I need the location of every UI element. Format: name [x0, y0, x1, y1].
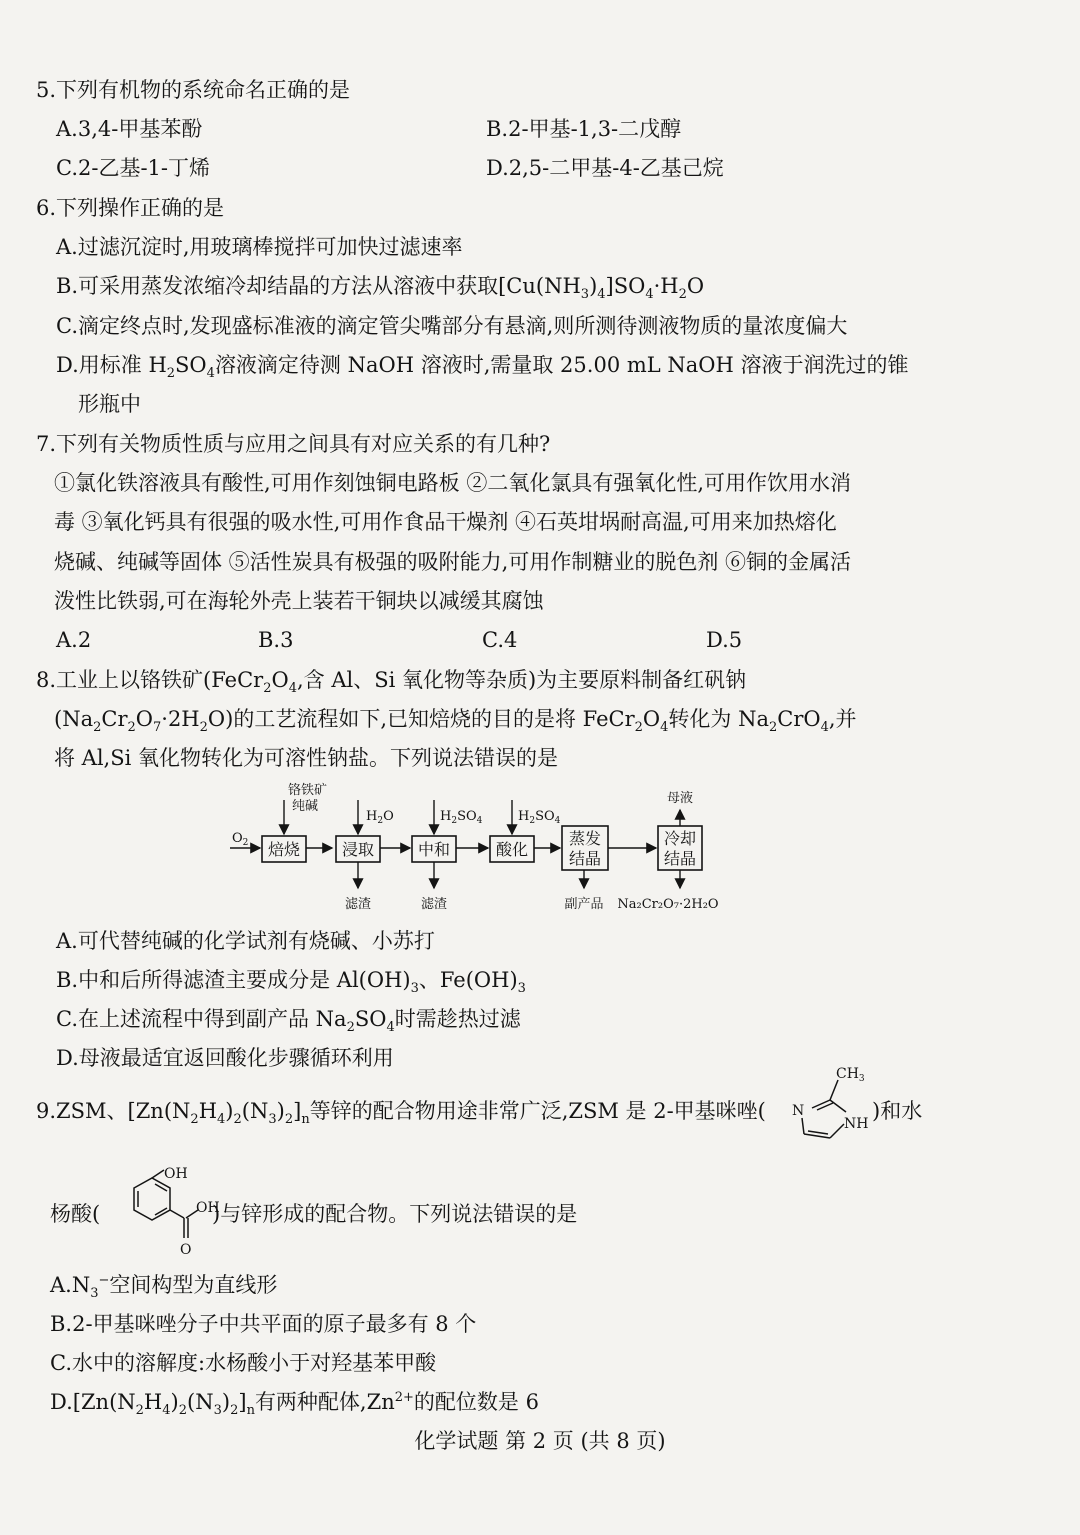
input-ore: 铬铁矿 [288, 783, 328, 798]
q9-stem-line-2b: )与锌形成的配合物。下列说法错误的是 [212, 1202, 578, 1226]
q9-option-d: $D.[Zn(N_2H_4)_2(N_3)_2]_n$有两种配体$,Zn^{2+}$的配位数是 6 [50, 1390, 539, 1419]
q5-option-b: B.2-甲基-1,3-二戊醇 [486, 117, 682, 141]
q5-option-d: D.2,5-二甲基-4-乙基己烷 [486, 156, 724, 180]
q8-stem-line-1: 8.工业上以铬铁矿($FeCr_2O_4$,含 Al、Si 氧化物等杂质)为主要原料制备红矾钠 [36, 668, 747, 697]
q7-option-d: D.5 [706, 628, 743, 652]
input-water: $H_2O$ [366, 809, 394, 826]
q9-option-c: C.水中的溶解度:水杨酸小于对羟基苯甲酸 [50, 1351, 437, 1375]
step-label-6b: 结晶 [663, 849, 697, 868]
nh-label: NH [844, 1116, 869, 1132]
o-label: O [180, 1242, 192, 1258]
methyl-label: $CH_3$ [836, 1066, 865, 1084]
q9-option-a: $A.N_3^-$空间构型为直线形 [50, 1273, 278, 1302]
q9-stem-line-1b: )和水 [872, 1099, 923, 1123]
oh-label-2: OH [196, 1200, 220, 1216]
input-o2: $O_2$ [232, 831, 249, 848]
input-acid-1: $H_2SO_4$ [440, 809, 483, 826]
q8-option-a: A.可代替纯碱的化学试剂有烧碱、小苏打 [56, 929, 435, 953]
page-footer: 化学试题 第 2 页 (共 8 页) [414, 1429, 666, 1453]
step-label-4: 酸化 [495, 840, 529, 859]
step-label-6a: 冷却 [663, 829, 697, 848]
output-product: Na₂Cr₂O₇·2H₂O [617, 897, 719, 912]
q6-option-d: D.用标准 $H_2SO_4$溶液滴定待测 NaOH 溶液时,需量取 25.00 mL NaOH 溶液于润洗过的锥 [56, 353, 909, 382]
q5-option-a: A.3,4-甲基苯酚 [56, 117, 203, 141]
q6-stem: 6.下列操作正确的是 [36, 196, 225, 220]
q5-stem: 5.下列有机物的系统命名正确的是 [36, 78, 351, 102]
output-residue-1: 滤渣 [344, 897, 372, 912]
q8-stem-line-3: 将 Al,Si 氧化物转化为可溶性钠盐。下列说法错误的是 [54, 746, 559, 770]
q7-line-1: ①氯化铁溶液具有酸性,可用作刻蚀铜电路板 ②二氧化氯具有强氧化性,可用作饮用水消 [54, 471, 852, 495]
q6-option-d-cont: 形瓶中 [78, 392, 141, 416]
oh-label-1: OH [164, 1166, 188, 1182]
q8-option-c: C.在上述流程中得到副产品 $Na_2SO_4$时需趁热过滤 [56, 1007, 521, 1036]
q8-stem-line-2: $(Na_2Cr_2O_7\cdot 2H_2O)$的工艺流程如下,已知焙烧的目的是将 $FeCr_2O_4$转化为 $Na_2CrO_4$,并 [54, 707, 857, 736]
n-label: N [792, 1103, 805, 1119]
input-soda: 纯碱 [292, 799, 319, 814]
q7-option-a: A.2 [56, 628, 92, 652]
q8-option-b: B.中和后所得滤渣主要成分是 $Al(OH)_3$、$Fe(OH)_3$ [56, 968, 526, 997]
q7-stem: 7.下列有关物质性质与应用之间具有对应关系的有几种? [36, 432, 551, 456]
salicylic-acid-structure [104, 1166, 220, 1258]
q9-stem-line-1a: 9.ZSM、$[Zn(N_2H_4)_2(N_3)_2]_n$等锌的配合物用途非常广泛,ZSM 是 2-甲基咪唑( [36, 1099, 766, 1128]
step-label-1: 焙烧 [267, 840, 301, 859]
q7-line-2: 毒 ③氧化钙具有很强的吸水性,可用作食品干燥剂 ④石英坩埚耐高温,可用来加热熔化 [54, 510, 837, 534]
step-label-3: 中和 [417, 840, 451, 859]
step-label-5b: 结晶 [568, 849, 602, 868]
step-label-2: 浸取 [341, 840, 375, 859]
output-residue-2: 滤渣 [420, 897, 448, 912]
q7-line-4: 泼性比铁弱,可在海轮外壳上装若干铜块以减缓其腐蚀 [54, 589, 544, 613]
q7-line-3: 烧碱、纯碱等固体 ⑤活性炭具有极强的吸附能力,可用作制糖业的脱色剂 ⑥铜的金属活 [54, 550, 852, 574]
q7-option-b: B.3 [258, 628, 294, 652]
process-flowchart [220, 780, 740, 920]
input-acid-2: $H_2SO_4$ [518, 809, 561, 826]
q9-stem-line-2a: 杨酸( [50, 1202, 101, 1226]
output-byproduct: 副产品 [564, 897, 604, 912]
step-label-5a: 蒸发 [568, 829, 602, 848]
q8-option-d: D.母液最适宜返回酸化步骤循环利用 [56, 1046, 394, 1070]
output-mother-liquor: 母液 [666, 791, 694, 806]
q6-option-a: A.过滤沉淀时,用玻璃棒搅拌可加快过滤速率 [56, 235, 463, 259]
q9-option-b: B.2-甲基咪唑分子中共平面的原子最多有 8 个 [50, 1312, 477, 1336]
q6-option-b: B.可采用蒸发浓缩冷却结晶的方法从溶液中获取$[Cu(NH_3)_4]SO_4\cdot H_2O$ [56, 274, 705, 303]
q5-option-c: C.2-乙基-1-丁烯 [56, 156, 211, 180]
q7-option-c: C.4 [482, 628, 518, 652]
methylimidazole-structure [786, 1062, 874, 1144]
q6-option-c: C.滴定终点时,发现盛标准液的滴定管尖嘴部分有悬滴,则所测待测液物质的量浓度偏大 [56, 314, 848, 338]
